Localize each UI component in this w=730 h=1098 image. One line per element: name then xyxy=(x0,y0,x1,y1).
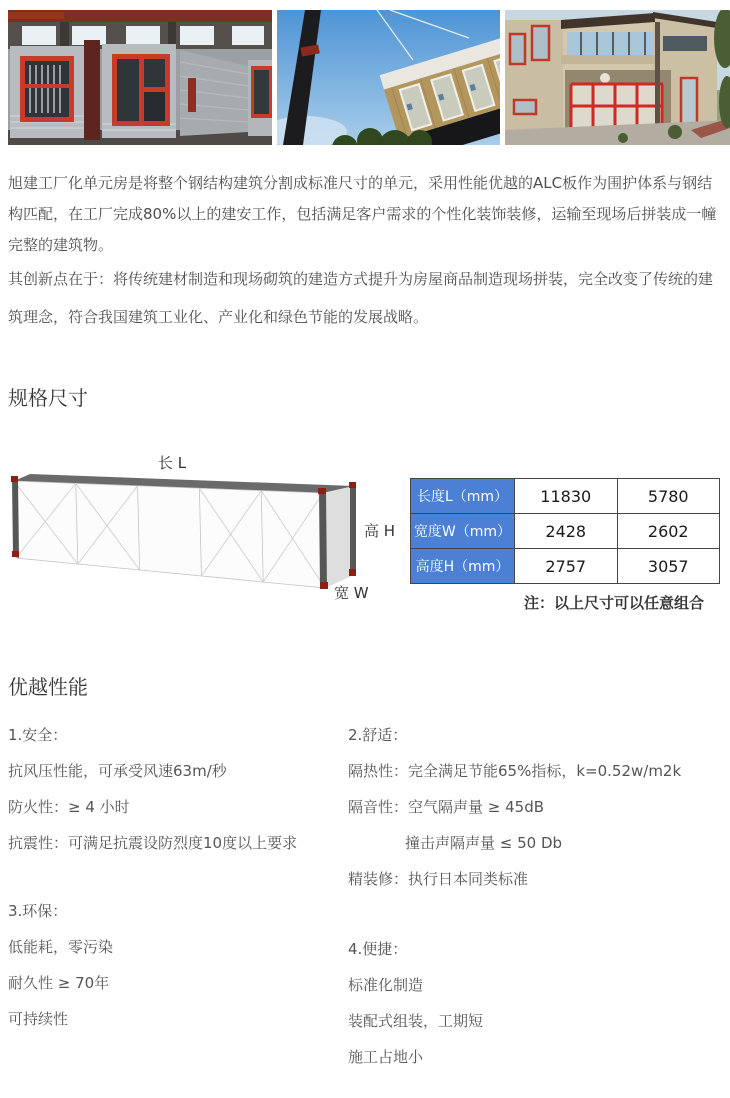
performance-section-title: 3.环保： xyxy=(8,902,68,920)
spec-table xyxy=(410,478,720,584)
finished-building-photo xyxy=(505,10,730,145)
performance-section-title: 1.安全： xyxy=(8,726,68,744)
performance-item: 抗震性：可满足抗震设防烈度10度以上要求 xyxy=(8,834,298,852)
spec-value: 3057 xyxy=(617,549,720,584)
performance-item: 撞击声隔声量 ≤ 50 Db xyxy=(405,834,563,852)
performance-section-safety xyxy=(8,725,368,869)
performance-item: 隔热性：完全满足节能65%指标，k=0.52w/m2k xyxy=(348,762,682,780)
spec-value: 5780 xyxy=(617,479,720,514)
performance-section-comfort xyxy=(348,725,708,905)
size-note: 注：以上尺寸可以任意组合 xyxy=(523,594,704,612)
spec-row xyxy=(411,479,720,514)
performance-item: 可持续性 xyxy=(8,1010,69,1028)
diagram-width-label: 宽 W xyxy=(334,584,369,602)
performance-heading: 优越性能 xyxy=(8,675,88,699)
spec-value: 2602 xyxy=(617,514,720,549)
spec-value: 11830 xyxy=(515,479,618,514)
spec-value: 2757 xyxy=(515,549,618,584)
diagram-height-label: 高 H xyxy=(364,522,396,540)
factory-units-photo xyxy=(8,10,272,145)
intro-paragraph-1: 旭建工厂化单元房是将整个钢结构建筑分割成标准尺寸的单元，采用性能优越的ALC板作为围护体系与钢结构匹配，在工厂完成80%以上的建安工作，包括满足客户需求的个性化装饰装修，运输至现场后拼装成一幢完整的建筑物。 xyxy=(8,174,717,254)
spec-value: 2428 xyxy=(515,514,618,549)
spec-row-label: 宽度W（mm） xyxy=(411,514,515,549)
performance-item: 低能耗，零污染 xyxy=(8,938,114,956)
performance-item: 施工占地小 xyxy=(348,1048,424,1066)
spec-row xyxy=(411,514,720,549)
performance-item: 装配式组装，工期短 xyxy=(348,1012,484,1030)
spec-row-label: 高度H（mm） xyxy=(411,549,515,584)
performance-item: 隔音性：空气隔声量 ≥ 45dB xyxy=(348,798,545,816)
container-wireframe xyxy=(0,448,400,618)
crane-lifting-image xyxy=(277,10,500,145)
performance-item: 标准化制造 xyxy=(348,976,424,994)
performance-item: 精装修：执行日本同类标准 xyxy=(348,870,529,888)
intro-paragraph-2: 其创新点在于：将传统建材制造和现场砌筑的建造方式提升为房屋商品制造现场拼装，完全改变了传统的建筑理念，符合我国建筑工业化、产业化和绿色节能的发展战略。 xyxy=(8,270,714,326)
performance-section-title: 4.便捷： xyxy=(348,940,408,958)
finished-building-image xyxy=(505,10,730,145)
performance-section-title: 2.舒适： xyxy=(348,726,408,744)
performance-item: 防火性：≥ 4 小时 xyxy=(8,798,130,816)
performance-section-eco xyxy=(8,901,368,1045)
performance-item: 抗风压性能，可承受风速63m/秒 xyxy=(8,762,227,780)
performance-section-convenience xyxy=(348,939,708,1083)
spec-row xyxy=(411,549,720,584)
diagram-length-label: 长 L xyxy=(157,454,187,472)
diagram-front-face xyxy=(14,481,325,588)
performance-item: 耐久性 ≥ 70年 xyxy=(8,974,110,992)
container-dimension-diagram xyxy=(0,448,400,618)
crane-lifting-photo xyxy=(277,10,500,145)
spec-row-label: 长度L（mm） xyxy=(411,479,515,514)
specs-heading: 规格尺寸 xyxy=(8,386,88,410)
factory-units-image xyxy=(8,10,272,145)
